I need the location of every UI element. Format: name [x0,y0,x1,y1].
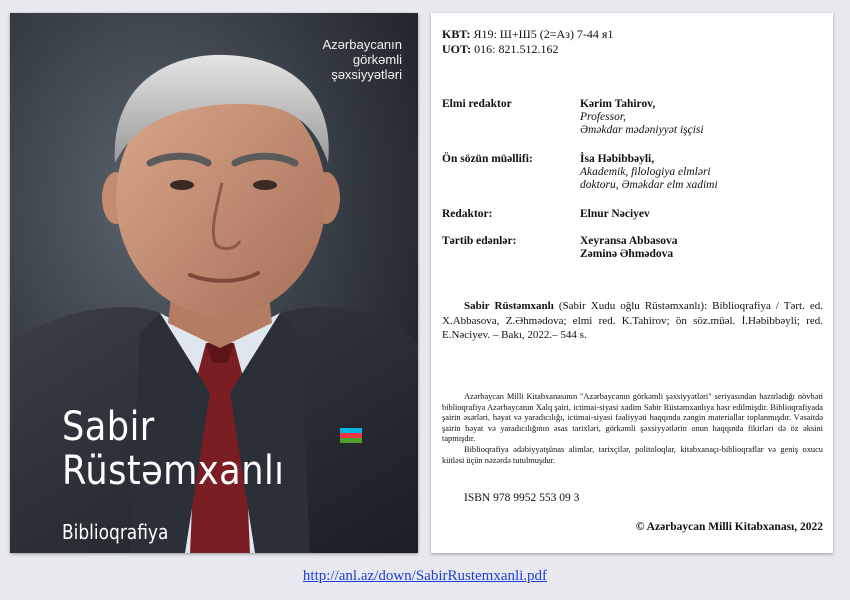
editor-value [580,98,820,137]
annotation [442,392,823,466]
book-cover [10,13,418,553]
preface-value [580,153,820,192]
editor-title: Əməkdar mədəniyyət işçisi [580,124,704,136]
isbn: ISBN 978 9952 553 09 3 [464,492,580,504]
series-line: görkəmli [352,52,402,67]
uot-line [442,42,613,57]
cover-subtitle: Biblioqrafiya [62,520,169,544]
flag-pin-icon [340,428,362,443]
editor-name: Kərim Tahirov, [580,98,656,110]
cover-title-line: Sabir [62,404,155,450]
classification-codes [442,27,613,57]
preface-label: Ön sözün müəllifi: [442,153,533,165]
editor-label: Elmi redaktor [442,98,512,110]
pdf-download-link[interactable]: http://anl.az/down/SabirRustemxanli.pdf [302,568,548,584]
preface-name: İsa Həbibbəyli, [580,153,655,165]
uot-label: UOT: [442,42,472,56]
compilers-label: Tərtib edənlər: [442,235,517,247]
copyright: © Azərbaycan Milli Kitabxanası, 2022 [635,521,823,533]
kbt-label: KBT: [442,27,471,41]
preface-title: Akademik, filologiya elmləri [580,166,711,178]
title-page [431,13,833,553]
series-line: şəxsiyyətləri [331,67,402,82]
annotation-paragraph: Azərbaycan Milli Kitabxanasının "Azərbaycanın görkəmli şəxsiyyətləri" seriyasından hazırladığı növbəti biblioqrafiya Azərbaycanın Xalq şairi, ictimai-siyasi xadim Sabir Rüstəmxanlıya həsr edilmişdir. Biblioqrafiyada şairin əsərləri, həyat və yaradıcılığı, ictimai-siyasi fəaliyyəti haqqında zəngin materiallar toplanmışdır. Vəsaitdə şairin həyat və yaradıcılığının əsas tarixləri, görkəmli şəxsiyyətlərin onun haqqında fikirləri də öz əksini tapmışdır. [442,392,823,444]
kbt-value: Я19: Ш+Ш5 (2=Аз) 7-44 я1 [473,27,614,41]
compiler-name: Zəminə Əhmədova [580,248,674,260]
editor-title: Professor, [580,111,626,123]
uot-value: 016: 821.512.162 [474,42,559,56]
series-title [242,37,402,82]
cover-title-line: Rüstəmxanlı [62,448,285,494]
series-line: Azərbaycanın [322,37,402,52]
pdf-link-container [0,568,850,585]
cover-title [62,405,284,493]
compilers-value [580,235,820,261]
preface-title: doktoru, Əməkdar elm xadimi [580,179,718,191]
bibliographic-record [442,299,823,343]
redactor-label: Redaktor: [442,208,493,220]
kbt-line [442,27,613,42]
redactor-value [580,208,820,221]
biblio-author: Sabir Rüstəmxanlı [464,300,554,312]
redactor-name: Elnur Nəciyev [580,208,650,220]
biblio-description: (Sabir Xudu oğlu Rüstəmxanlı): Biblioqrafiya / Tərt. ed. X.Abbasova, Z.Əhmədova; elmi red. K.Tahirov; ön söz.müəl. İ.Həbibbəyli; red. E.Nəciyev. – Bakı, 2022.– 544 s. [442,300,823,341]
annotation-paragraph: Biblioqrafiya ədəbiyyatşünas alimlər, tarixçilər, politoloqlar, kitabxanaçı-biblioqraflar və geniş oxucu kütləsi üçün nəzərdə tutulmuşdur. [442,444,823,465]
compiler-name: Xeyransa Abbasova [580,235,678,247]
